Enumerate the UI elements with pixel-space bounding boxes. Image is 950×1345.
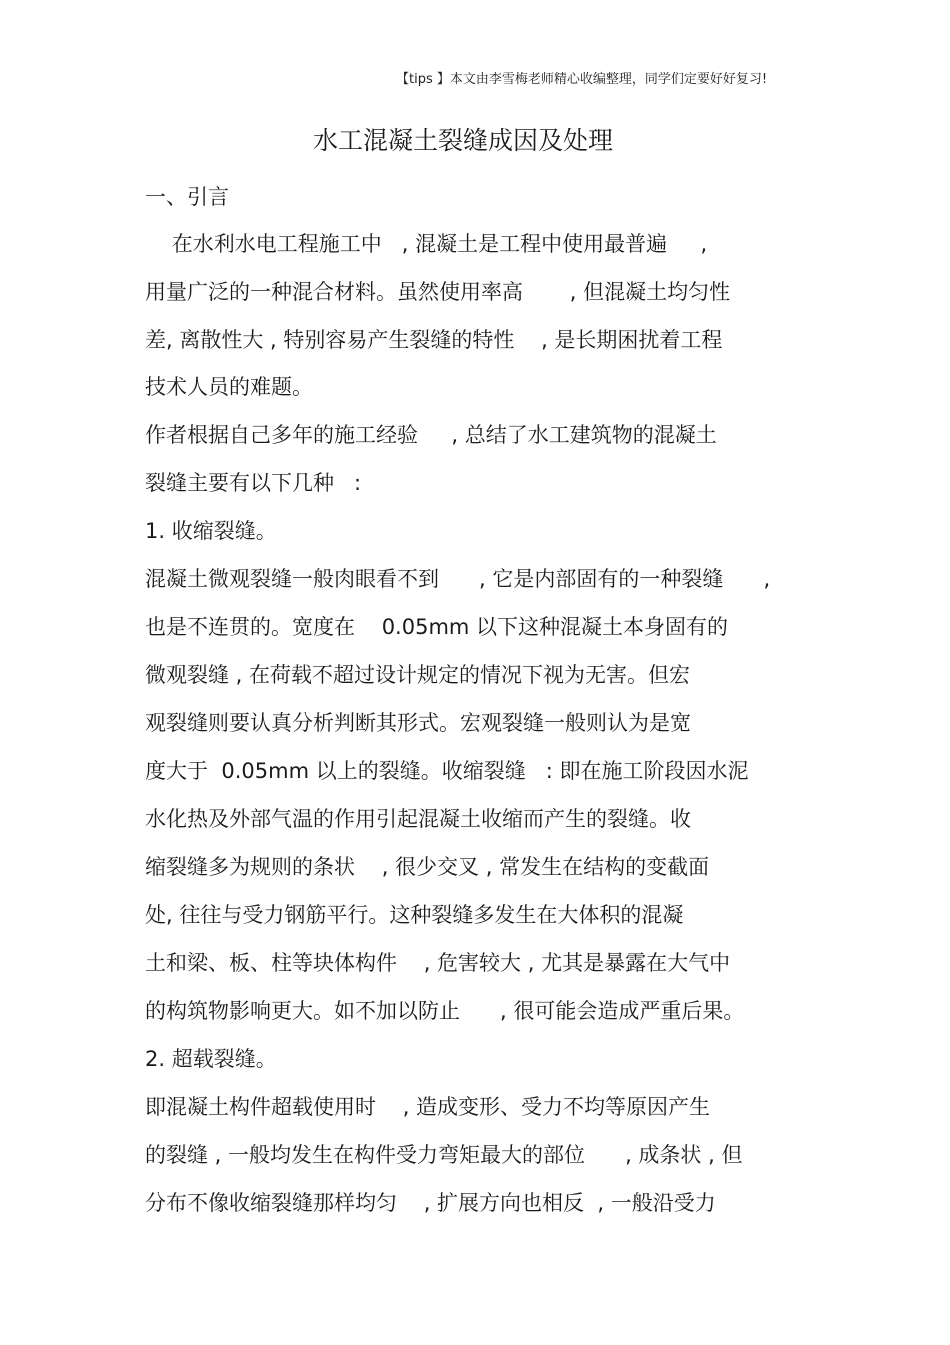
paragraph-line: 处, 往往与受力钢筋平行。这种裂缝多发生在大体积的混凝 [145, 903, 684, 927]
paragraph-line: 度大于 0.05mm 以上的裂缝。收缩裂缝 : 即在施工阶段因水泥 [145, 759, 749, 783]
paragraph-line: 分布不像收缩裂缝那样均匀 , 扩展方向也相反 , 一般沿受力 [145, 1191, 716, 1215]
paragraph-line: 即混凝土构件超载使用时 , 造成变形、受力不均等原因产生 [145, 1095, 711, 1119]
paragraph-line: 作者根据自己多年的施工经验 , 总结了水工建筑物的混凝土 [145, 423, 717, 447]
paragraph-line: 土和梁、板、柱等块体构件 , 危害较大 , 尤其是暴露在大气中 [145, 951, 731, 975]
paragraph-line: 缩裂缝多为规则的条状 , 很少交叉 , 常发生在结构的变截面 [145, 855, 710, 879]
subsection-heading: 2. 超载裂缝。 [145, 1047, 277, 1071]
paragraph-line: 的构筑物影响更大。如不加以防止 , 很可能会造成严重后果。 [145, 999, 745, 1023]
paragraph-line: 微观裂缝 , 在荷载不超过设计规定的情况下视为无害。但宏 [145, 663, 691, 687]
document-title: 水工混凝土裂缝成因及处理 [312, 126, 613, 155]
paragraph-line: 的裂缝 , 一般均发生在构件受力弯矩最大的部位 , 成条状 , 但 [145, 1143, 743, 1167]
section-heading: 一、引言 [145, 185, 229, 209]
paragraph-line: 在水利水电工程施工中 , 混凝土是工程中使用最普遍 , [145, 232, 708, 256]
header-tips: 【tips 】本文由李雪梅老师精心收编整理，同学们定要好好复习! [396, 72, 768, 87]
paragraph-line: 用量广泛的一种混合材料。虽然使用率高 , 但混凝土均匀性 [145, 280, 731, 304]
paragraph-line: 技术人员的难题。 [145, 375, 313, 399]
paragraph-line: 也是不连贯的。宽度在 0.05mm 以下这种混凝土本身固有的 [145, 615, 729, 639]
paragraph-line: 观裂缝则要认真分析判断其形式。宏观裂缝一般则认为是宽 [145, 711, 691, 735]
paragraph-line: 水化热及外部气温的作用引起混凝土收缩而产生的裂缝。收 [145, 807, 691, 831]
paragraph-line: 差, 离散性大 , 特别容易产生裂缝的特性 , 是长期困扰着工程 [145, 328, 723, 352]
paragraph-line: 裂缝主要有以下几种 : [145, 471, 362, 495]
subsection-heading: 1. 收缩裂缝。 [145, 519, 277, 543]
paragraph-line: 混凝土微观裂缝一般肉眼看不到 , 它是内部固有的一种裂缝 , [145, 567, 771, 591]
